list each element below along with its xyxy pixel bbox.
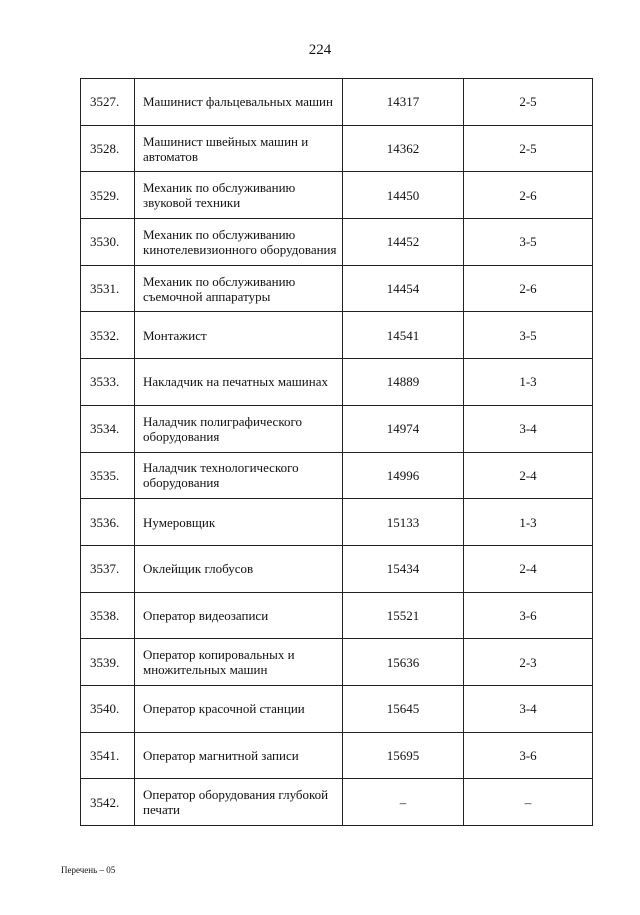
profession-name: Механик по обслуживанию кинотелевизионного оборудования bbox=[135, 219, 343, 266]
profession-table bbox=[80, 78, 593, 826]
row-number: 3535. bbox=[81, 452, 135, 499]
profession-name: Нумеровщик bbox=[135, 499, 343, 546]
row-number: 3541. bbox=[81, 732, 135, 779]
profession-name: Монтажист bbox=[135, 312, 343, 359]
table-row bbox=[81, 545, 593, 592]
grade-range: 3-5 bbox=[464, 219, 593, 266]
profession-code: 14450 bbox=[343, 172, 464, 219]
grade-range: 3-6 bbox=[464, 592, 593, 639]
table-row bbox=[81, 639, 593, 686]
row-number: 3538. bbox=[81, 592, 135, 639]
table-row bbox=[81, 359, 593, 406]
profession-code: 14452 bbox=[343, 219, 464, 266]
profession-name: Машинист швейных машин и автоматов bbox=[135, 125, 343, 172]
profession-name: Оператор оборудования глубокой печати bbox=[135, 779, 343, 826]
profession-name: Накладчик на печатных машинах bbox=[135, 359, 343, 406]
profession-code: 14996 bbox=[343, 452, 464, 499]
profession-code: – bbox=[343, 779, 464, 826]
profession-code: 14974 bbox=[343, 405, 464, 452]
profession-code: 15434 bbox=[343, 545, 464, 592]
profession-name: Механик по обслуживанию съемочной аппаратуры bbox=[135, 265, 343, 312]
profession-name: Наладчик полиграфического оборудования bbox=[135, 405, 343, 452]
row-number: 3529. bbox=[81, 172, 135, 219]
table-row bbox=[81, 592, 593, 639]
grade-range: 2-5 bbox=[464, 79, 593, 126]
footer-label: Перечень – 05 bbox=[61, 865, 116, 875]
row-number: 3534. bbox=[81, 405, 135, 452]
grade-range: 3-5 bbox=[464, 312, 593, 359]
row-number: 3531. bbox=[81, 265, 135, 312]
profession-code: 14317 bbox=[343, 79, 464, 126]
profession-name: Оператор красочной станции bbox=[135, 685, 343, 732]
grade-range: – bbox=[464, 779, 593, 826]
row-number: 3530. bbox=[81, 219, 135, 266]
profession-code: 15645 bbox=[343, 685, 464, 732]
grade-range: 3-4 bbox=[464, 405, 593, 452]
table-row bbox=[81, 125, 593, 172]
row-number: 3539. bbox=[81, 639, 135, 686]
profession-code: 15521 bbox=[343, 592, 464, 639]
profession-code: 14362 bbox=[343, 125, 464, 172]
grade-range: 2-4 bbox=[464, 452, 593, 499]
profession-name: Оператор видеозаписи bbox=[135, 592, 343, 639]
table-row bbox=[81, 685, 593, 732]
page-number: 224 bbox=[308, 42, 332, 58]
table-row bbox=[81, 312, 593, 359]
grade-range: 1-3 bbox=[464, 359, 593, 406]
grade-range: 1-3 bbox=[464, 499, 593, 546]
profession-name: Машинист фальцевальных машин bbox=[135, 79, 343, 126]
row-number: 3533. bbox=[81, 359, 135, 406]
profession-name: Оператор магнитной записи bbox=[135, 732, 343, 779]
table-row bbox=[81, 265, 593, 312]
grade-range: 3-4 bbox=[464, 685, 593, 732]
profession-code: 14454 bbox=[343, 265, 464, 312]
profession-name: Оклейщик глобусов bbox=[135, 545, 343, 592]
profession-code: 15695 bbox=[343, 732, 464, 779]
table-row bbox=[81, 219, 593, 266]
grade-range: 3-6 bbox=[464, 732, 593, 779]
grade-range: 2-3 bbox=[464, 639, 593, 686]
table-row bbox=[81, 779, 593, 826]
profession-name: Оператор копировальных и множительных машин bbox=[135, 639, 343, 686]
grade-range: 2-5 bbox=[464, 125, 593, 172]
profession-code: 15133 bbox=[343, 499, 464, 546]
table-row bbox=[81, 405, 593, 452]
table-row bbox=[81, 172, 593, 219]
row-number: 3542. bbox=[81, 779, 135, 826]
row-number: 3540. bbox=[81, 685, 135, 732]
profession-name: Механик по обслуживанию звуковой техники bbox=[135, 172, 343, 219]
row-number: 3532. bbox=[81, 312, 135, 359]
table-row bbox=[81, 452, 593, 499]
grade-range: 2-4 bbox=[464, 545, 593, 592]
grade-range: 2-6 bbox=[464, 265, 593, 312]
row-number: 3527. bbox=[81, 79, 135, 126]
row-number: 3537. bbox=[81, 545, 135, 592]
grade-range: 2-6 bbox=[464, 172, 593, 219]
row-number: 3536. bbox=[81, 499, 135, 546]
profession-code: 15636 bbox=[343, 639, 464, 686]
table-row bbox=[81, 79, 593, 126]
table-row bbox=[81, 732, 593, 779]
profession-name: Наладчик технологического оборудования bbox=[135, 452, 343, 499]
table-row bbox=[81, 499, 593, 546]
profession-code: 14889 bbox=[343, 359, 464, 406]
profession-code: 14541 bbox=[343, 312, 464, 359]
row-number: 3528. bbox=[81, 125, 135, 172]
